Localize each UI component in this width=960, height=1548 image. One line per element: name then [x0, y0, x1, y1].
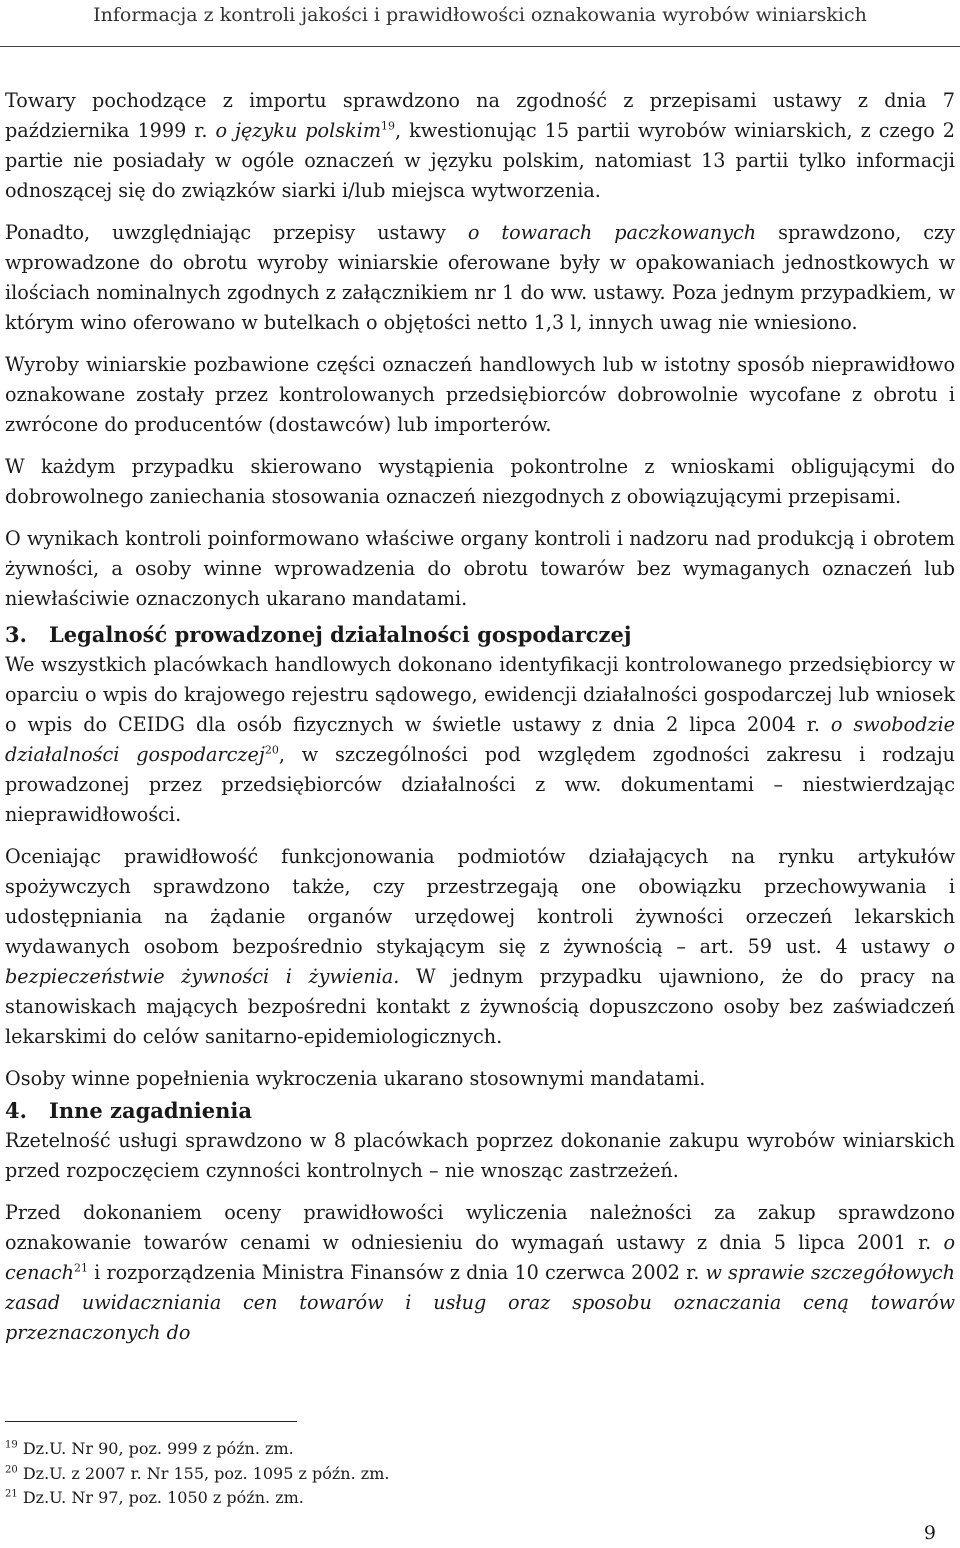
paragraph-medical-certificates: Oceniając prawidłowość funkcjonowania podmiotów działających na rynku artykułów spożywczych sprawdzono także, czy przestrzegają one obowiązku przechowywania i udostępniania na żądanie organów urzędowej kontroli żywności orzeczeń lekarskich wydawanych osobom bezpośrednio stykającym się z żywnością – art. 59 ust. 4 ustawy o bezpieczeństwie żywności i żywienia. W jednym przypadku ujawniono, że do pracy na stanowiskach mających bezpośredni kontakt z żywnością dopuszczono osoby bez zaświadczeń lekarskimi do celów sanitarno-epidemiologicznych.: [5, 845, 956, 1048]
section-heading-4: [5, 1096, 955, 1126]
section-heading-3: [5, 620, 955, 650]
paragraph-post-inspection: W każdym przypadku skierowano wystąpienia pokontrolne z wnioskami obligującymi do dobrowolnego zaniechania stosowania oznaczeń niezgodnych z obowiązującymi przepisami.: [5, 455, 955, 508]
paragraph-import: Towary pochodzące z importu sprawdzono na zgodność z przepisami ustawy z dnia 7 października 1999 r. o języku polskim$^{19}$, kwestionując 15 partii wyrobów winiarskich, z czego 2 partie nie posiadały w ogóle oznaczeń w języku polskim, natomiast 13 partii tylko informacji odnoszącej się do związków siarki i/lub miejsca wytworzenia.: [5, 89, 956, 202]
footnote-text: Dz.U. z 2007 r. Nr 155, poz. 1095 z późn. zm.: [17, 1463, 390, 1483]
footnote-ref: 20: [264, 743, 279, 757]
footnote: [5, 1462, 905, 1487]
act-title: o języku polskim: [215, 119, 382, 142]
footnote-text: Dz.U. Nr 97, poz. 1050 z późn. zm.: [17, 1488, 304, 1507]
footnote: [5, 1486, 905, 1511]
paragraph-business-identification: We wszystkich placówkach handlowych dokonano identyfikacji kontrolowanego przedsiębiorcy w oparciu o wpis do krajowego rejestru sądowego, ewidencji działalności gospodarczej lub wniosek o wpis do CEIDG dla osób fizycznych w świetle ustawy z dnia 2 lipca 2004 r. o swobodzie działalności gospodarczej$^{20}$, w szczególności pod względem zgodności zakresu i rodzaju prowadzonej przez przedsiębiorców działalności z ww. dokumentami – niestwierdzając nieprawidłowości.: [5, 653, 955, 826]
section-number: 4.: [5, 1098, 27, 1123]
act-title: o bezpieczeństwie żywności i żywienia.: [5, 935, 955, 988]
regulation-title: w sprawie szczegółowych zasad uwidaczniania cen towarów i usług oraz sposobu oznaczania ceną towarów przeznaczonych do: [5, 1261, 955, 1344]
footnote-number: 20: [5, 1464, 18, 1476]
footnote-divider: [5, 1421, 297, 1422]
page-body: [5, 86, 955, 1360]
section-title: Inne zagadnienia: [49, 1098, 252, 1123]
paragraph-inspection-results: O wynikach kontroli poinformowano właściwe organy kontroli i nadzoru nad produkcją i obrotem żywności, a osoby winne wprowadzenia do obrotu towarów bez wymaganych oznaczeń lub niewłaściwie oznaczonych ukarano mandatami.: [5, 527, 955, 610]
running-header: [0, 0, 960, 44]
section-number: 3.: [5, 622, 27, 647]
paragraph-fines: Osoby winne popełnienia wykroczenia ukarano stosownymi mandatami.: [5, 1067, 706, 1090]
act-title: o cenach: [5, 1231, 955, 1284]
footnote-ref: 19: [381, 119, 396, 133]
act-title: o swobodzie działalności gospodarczej: [5, 713, 955, 766]
footnote-number: 19: [5, 1439, 18, 1451]
paragraph-withdrawn-products: Wyroby winiarskie pozbawione części oznaczeń handlowych lub w istotny sposób nieprawidłowo oznakowane zostały przez kontrolowanych przedsiębiorców dobrowolnie wycofane z obrotu i zwrócone do producentów (dostawców) lub importerów.: [5, 353, 955, 436]
paragraph-service-reliability: Rzetelność usługi sprawdzono w 8 placówkach poprzez dokonanie zakupu wyrobów winiarskich przed rozpoczęciem czynności kontrolnych – nie wnosząc zastrzeżeń.: [5, 1129, 955, 1182]
paragraph-packaged-goods: Ponadto, uwzględniając przepisy ustawy o towarach paczkowanych sprawdzono, czy wprowadzone do obrotu wyroby winiarskie oferowane były w opakowaniach jednostkowych w ilościach nominalnych zgodnych z załącznikiem nr 1 do ww. ustawy. Poza jednym przypadkiem, w którym wino oferowano w butelkach o objętości netto 1,3 l, innych uwag nie wniesiono.: [5, 221, 956, 334]
section-title: Legalność prowadzonej działalności gospodarczej: [49, 622, 632, 647]
page-number: 9: [923, 1522, 936, 1544]
footnote-text: Dz.U. Nr 90, poz. 999 z późn. zm.: [17, 1439, 294, 1458]
paragraph-price-marking: Przed dokonaniem oceny prawidłowości wyliczenia należności za zakup sprawdzono oznakowanie towarów cenami w odniesieniu do wymagań ustawy z dnia 5 lipca 2001 r. o cenach$^{21}$ i rozporządzenia Ministra Finansów z dnia 10 czerwca 2002 r. w sprawie szczegółowych zasad uwidaczniania cen towarów i usług oraz sposobu oznaczania ceną towarów przeznaczonych do: [5, 1201, 955, 1344]
header-divider: [0, 46, 960, 47]
footnote-ref: 21: [74, 1261, 89, 1275]
header-title: Informacja z kontroli jakości i prawidłowości oznakowania wyrobów winiarskich: [93, 4, 867, 26]
footnote: [5, 1437, 905, 1462]
footnote-number: 21: [5, 1488, 18, 1500]
act-title: o towarach paczkowanych: [467, 221, 757, 244]
footnotes: [5, 1437, 905, 1511]
